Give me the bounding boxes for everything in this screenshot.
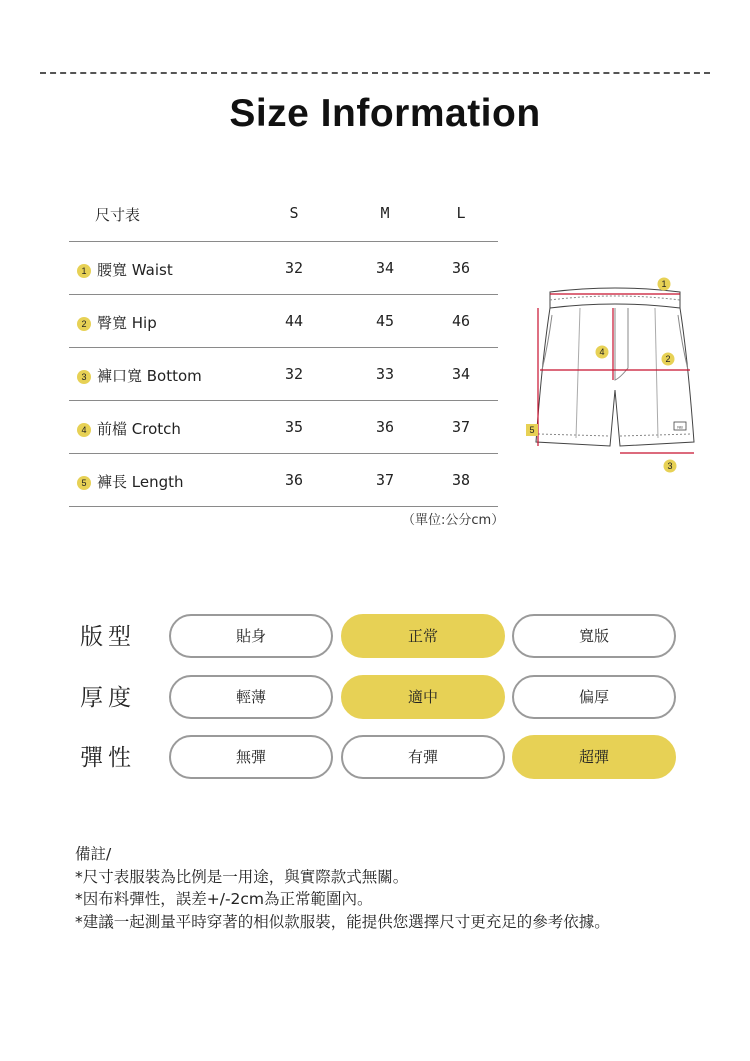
marker-4: 4 (599, 347, 605, 357)
page-title: Size Information (229, 92, 541, 135)
option-pill-selected[interactable]: 適中 (341, 675, 505, 719)
row-label: 腰寬 Waist (97, 261, 173, 279)
option-row-fit (80, 614, 680, 658)
unit-note: （單位:公分cm） (402, 513, 505, 528)
note-line: *因布料彈性，誤差+/-2cm為正常範圍內。 (75, 890, 373, 908)
table-cell: 36 (375, 418, 395, 436)
option-pill[interactable]: 貼身 (169, 614, 333, 658)
row-label: 褲長 Length (97, 473, 184, 491)
note-line: *尺寸表服裝為比例是一用途，與實際款式無關。 (75, 867, 409, 886)
notes (75, 843, 610, 933)
marker-badge: 3 (77, 370, 91, 384)
marker-badge: 5 (77, 476, 91, 490)
option-pill[interactable]: 有彈 (341, 735, 505, 779)
option-row-stretch (80, 735, 680, 779)
table-cell: 32 (284, 259, 304, 277)
notes-heading: 備註/ (75, 845, 112, 863)
option-row-thickness (80, 675, 680, 719)
row-label: 前檔 Crotch (97, 420, 181, 438)
size-table (69, 187, 498, 507)
table-cell: 33 (375, 365, 395, 383)
table-cell: 46 (451, 312, 471, 330)
table-header-label: 尺寸表 (95, 206, 141, 224)
table-row (69, 347, 498, 400)
option-pill-selected[interactable]: 正常 (341, 614, 505, 658)
table-cell: 38 (451, 471, 471, 489)
table-header-row (69, 187, 498, 241)
marker-3: 3 (667, 461, 673, 471)
option-label: 版型 (80, 624, 136, 650)
table-cell: 35 (284, 418, 304, 436)
table-cell: 44 (284, 312, 304, 330)
option-pill[interactable]: 寬版 (512, 614, 676, 658)
table-cell: 36 (284, 471, 304, 489)
table-cell: 37 (451, 418, 471, 436)
table-cell: 34 (451, 365, 471, 383)
table-cell: 32 (284, 365, 304, 383)
option-pill[interactable]: 無彈 (169, 735, 333, 779)
option-label: 彈性 (80, 745, 136, 771)
marker-badge: 4 (77, 423, 91, 437)
row-label: 臀寬 Hip (97, 314, 157, 332)
table-cell: 36 (451, 259, 471, 277)
table-cell: 37 (375, 471, 395, 489)
table-cell: 45 (375, 312, 395, 330)
table-row (69, 241, 498, 294)
size-header-s: S (289, 204, 299, 222)
option-label: 厚度 (80, 685, 136, 711)
option-pill[interactable]: 輕薄 (169, 675, 333, 719)
size-header-l: L (456, 204, 466, 222)
table-cell: 34 (375, 259, 395, 277)
marker-badge: 1 (77, 264, 91, 278)
dashed-divider (40, 72, 710, 74)
marker-5: 5 (529, 425, 535, 435)
marker-1: 1 (661, 279, 667, 289)
shorts-measurement-diagram (520, 270, 710, 480)
option-pill[interactable]: 偏厚 (512, 675, 676, 719)
size-header-m: M (380, 204, 390, 222)
marker-badge: 2 (77, 317, 91, 331)
table-row (69, 400, 498, 453)
note-line: *建議一起測量平時穿著的相似款服裝，能提供您選擇尺寸更充足的參考依據。 (75, 912, 610, 931)
marker-2: 2 (665, 354, 671, 364)
row-label: 褲口寬 Bottom (97, 367, 202, 385)
table-row (69, 294, 498, 347)
label-tag-text: NB (677, 424, 683, 430)
option-pill-selected[interactable]: 超彈 (512, 735, 676, 779)
table-row (69, 453, 498, 507)
